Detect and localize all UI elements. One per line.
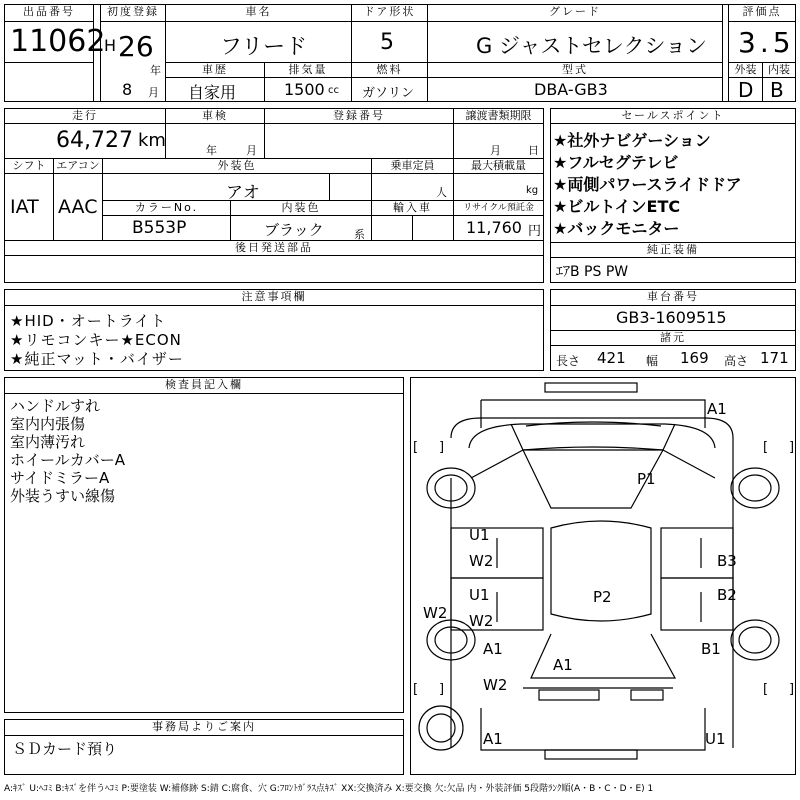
width-label: 幅 xyxy=(646,354,659,368)
score-label: 評価点 xyxy=(728,4,796,22)
mark-b2: B2 xyxy=(717,586,737,604)
month-unit: 月 xyxy=(148,86,159,99)
inspection-year-unit: 年 xyxy=(206,144,217,157)
fuel-label: 燃料 xyxy=(351,62,428,78)
import-cell-2 xyxy=(412,215,454,241)
exterior-label: 外装 xyxy=(728,62,763,78)
note-item: ★リモコンキー★ECON xyxy=(10,331,182,349)
lot-no: 11062 xyxy=(10,24,106,59)
lot-no-label: 出品番号 xyxy=(4,4,94,22)
office-note: ＳＤカード預り xyxy=(12,740,118,758)
dims-label: 諸元 xyxy=(550,330,796,346)
mark-u1-rear: U1 xyxy=(705,730,726,748)
bracket: [ xyxy=(413,682,419,697)
inspection-month-unit: 月 xyxy=(246,144,257,157)
standard-equipment: ｴｱB PS PW xyxy=(556,264,629,280)
standard-equipment-label: 純正装備 xyxy=(550,242,796,258)
ac-label: エアコン xyxy=(53,158,103,174)
int-color-label: 内装色 xyxy=(230,200,372,216)
history: 自家用 xyxy=(188,83,237,102)
ac: AAC xyxy=(58,196,98,218)
import-label: 輸入車 xyxy=(371,200,454,216)
inspector-item: ホイールカバーA xyxy=(10,451,125,469)
mark-a1-left: A1 xyxy=(483,640,503,658)
ext-color-label: 外装色 xyxy=(102,158,372,174)
car-diagram-svg xyxy=(411,378,795,774)
transfer-day-unit: 日 xyxy=(528,144,539,157)
mark-p1: P1 xyxy=(637,470,656,488)
later-parts-cell xyxy=(4,255,544,283)
int-color: ブラック xyxy=(264,221,324,239)
model-label: 型式 xyxy=(427,62,723,78)
ext-color: アオ xyxy=(226,183,260,203)
recycle-label: リサイクル預託金 xyxy=(453,200,544,216)
bracket: ] xyxy=(789,440,795,455)
color-no-label: カラーNo. xyxy=(102,200,231,216)
selling-point-item: ★社外ナビゲーション xyxy=(553,131,711,150)
plate-cell xyxy=(264,123,454,159)
length: 421 xyxy=(597,349,626,367)
shift: IAT xyxy=(10,196,39,218)
mark-w2-left-upper: W2 xyxy=(469,552,494,570)
door-label: ドア形状 xyxy=(351,4,428,22)
int-color-suffix: 系 xyxy=(354,228,365,241)
bracket: [ xyxy=(763,682,769,697)
bracket: [ xyxy=(763,440,769,455)
damage-diagram xyxy=(410,377,796,775)
mark-u1-left-lower: U1 xyxy=(469,586,490,604)
mark-p2: P2 xyxy=(593,588,612,606)
mileage-label: 走行 xyxy=(4,108,166,124)
inspector-item: ハンドルすれ xyxy=(10,397,101,415)
note-item: ★純正マット・バイザー xyxy=(10,350,184,368)
office-label: 事務局よりご案内 xyxy=(4,719,404,736)
inspector-label: 検査員記入欄 xyxy=(4,377,404,394)
mark-b1: B1 xyxy=(701,640,721,658)
car-name-label: 車名 xyxy=(165,4,352,22)
model: DBA-GB3 xyxy=(534,80,608,99)
mark-w2-bottom: W2 xyxy=(483,676,508,694)
bracket: ] xyxy=(439,440,445,455)
era: H xyxy=(104,36,117,55)
month: 8 xyxy=(122,80,133,99)
max-load-unit: kg xyxy=(526,185,539,196)
car-name: フリード xyxy=(220,35,308,60)
recycle-unit: 円 xyxy=(528,224,542,239)
legend: A:ｷｽﾞ U:ﾍｺﾐ B:ｷｽﾞを伴うﾍｺﾐ P:要塗装 W:補修跡 S:錆 C:腐食、穴 G:ﾌﾛﾝﾄｶﾞﾗｽ点ｷｽﾞ XX:交換済み X:要交換 欠:欠品 内・外装評価 5段階ﾗﾝｸ順(A・B・C・D・E) 1 xyxy=(4,784,654,794)
chassis-label: 車台番号 xyxy=(550,289,796,306)
note-item: ★HID・オートライト xyxy=(10,312,167,330)
mark-a1-center: A1 xyxy=(553,656,573,674)
transfer-label: 譲渡書類期限 xyxy=(453,108,544,124)
displacement-unit: cc xyxy=(328,85,339,96)
grade-label: グレード xyxy=(427,4,723,22)
max-load-label: 最大積載量 xyxy=(453,158,544,174)
mark-a1-rear: A1 xyxy=(483,730,503,748)
mark-w2-left-lower: W2 xyxy=(469,612,494,630)
grade: G ジャストセレクション xyxy=(476,34,708,58)
bracket: ] xyxy=(789,682,795,697)
chassis-number: GB3-1609515 xyxy=(616,308,727,327)
ext-color-cell-2 xyxy=(329,173,372,201)
mileage-unit: km xyxy=(138,130,166,151)
mark-a1-top: A1 xyxy=(707,400,727,418)
displacement: 1500 xyxy=(284,80,325,99)
inspector-item: サイドミラーA xyxy=(10,469,110,487)
inspection-label: 車検 xyxy=(165,108,265,124)
ext-color-cell xyxy=(102,173,330,201)
color-no: B553P xyxy=(132,218,187,238)
interior-label: 内装 xyxy=(762,62,796,78)
selling-point-item: ★両側パワースライドドア xyxy=(553,175,742,194)
mark-w2-side: W2 xyxy=(423,604,448,622)
first-reg-label: 初度登録 xyxy=(100,4,166,22)
mark-u1-left-upper: U1 xyxy=(469,526,490,544)
mileage: 64,727 xyxy=(56,128,133,153)
selling-point-item: ★バックモニター xyxy=(553,219,680,238)
history-label: 車歴 xyxy=(165,62,265,78)
score: 3.5 xyxy=(738,26,795,59)
year-unit: 年 xyxy=(150,64,161,77)
later-parts-label: 後日発送部品 xyxy=(4,240,544,256)
displacement-label: 排気量 xyxy=(264,62,352,78)
selling-points-label: セールスポイント xyxy=(550,108,796,124)
recycle: 11,760 xyxy=(466,218,522,237)
mark-b3: B3 xyxy=(717,552,737,570)
notes-label: 注意事項欄 xyxy=(4,289,544,306)
bracket: [ xyxy=(413,440,419,455)
shift-label: シフト xyxy=(4,158,54,174)
bracket: ] xyxy=(439,682,445,697)
interior: B xyxy=(770,78,784,102)
capacity-label: 乗車定員 xyxy=(371,158,454,174)
doors: 5 xyxy=(380,30,394,55)
height-label: 高さ xyxy=(724,354,749,368)
exterior: D xyxy=(738,78,754,102)
transfer-month-unit: 月 xyxy=(490,144,501,157)
plate-label: 登録番号 xyxy=(264,108,454,124)
height: 171 xyxy=(760,349,789,367)
lot-no-blank xyxy=(4,62,94,102)
selling-point-item: ★ビルトインETC xyxy=(553,197,681,216)
inspector-item: 室内薄汚れ xyxy=(10,433,86,451)
inspector-item: 室内内張傷 xyxy=(10,415,86,433)
capacity-unit: 人 xyxy=(436,186,447,199)
length-label: 長さ xyxy=(556,354,581,368)
selling-point-item: ★フルセグテレビ xyxy=(553,153,679,172)
width: 169 xyxy=(680,349,709,367)
fuel: ガソリン xyxy=(362,86,415,101)
year: 26 xyxy=(118,30,154,63)
import-cell xyxy=(371,215,413,241)
inspector-item: 外装うすい線傷 xyxy=(10,487,116,505)
